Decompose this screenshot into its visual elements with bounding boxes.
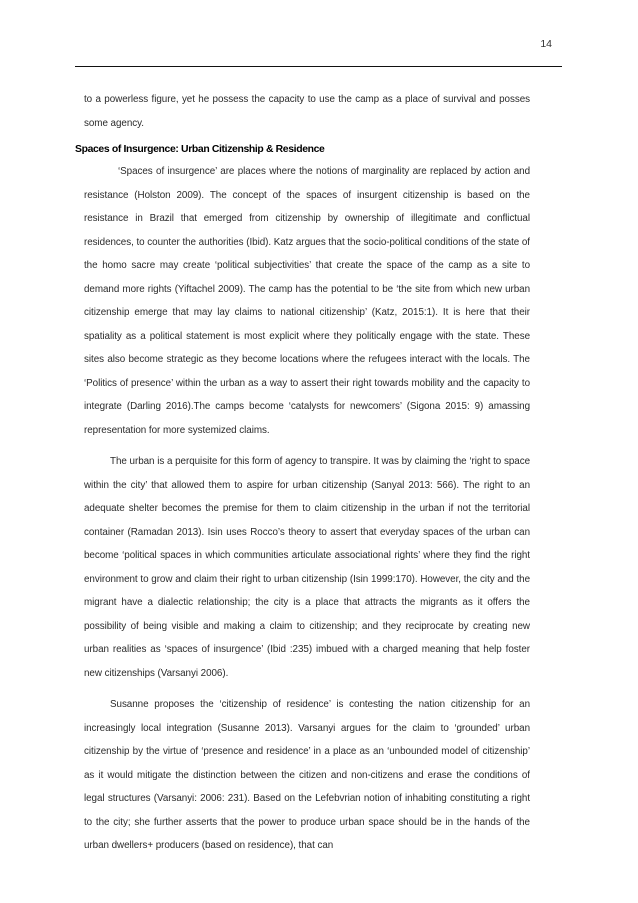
document-body [75, 88, 530, 858]
page-number: 14 [540, 38, 552, 50]
header-divider [75, 66, 562, 67]
intro-paragraph: to a powerless figure, yet he possess the capacity to use the camp as a place of survival and posses some agency. [84, 94, 530, 129]
body-paragraph-3: Susanne proposes the ‘citizenship of residence’ is contesting the nation citizenship for an increasingly local integration (Susanne 2013). Varsanyi argues for the claim to ‘grounded’ urban citizenship by the virtue of ‘presence and residence’ in a place as an ‘unbounded model of citizenship’ as it would mitigate the distinction between the citizen and non-citizens and erase the conditions of legal structures (Varsanyi: 2006: 231). Based on the Lefebvrian notion of inhabiting constituting a right to the city; she further asserts that the power to produce urban space should be in the hands of the urban dwellers+ producers (based on residence), that can [84, 699, 530, 851]
body-paragraph-1: ‘Spaces of insurgence’ are places where the notions of marginality are replaced by action and resistance (Holston 2009). The concept of the spaces of insurgent citizenship is based on the resistance in Brazil that emerged from citizenship by ownership of illegitimate and conflictual residences, to counter the authorities (Ibid). Katz argues that the socio-political conditions of the state of the homo sacre may create ‘political subjectivities’ that create the space of the camp as a site to demand more rights (Yiftachel 2009). The camp has the potential to be ‘the site from which new urban citizenship emerge that may lay claims to national citizenship’ (Katz, 2015:1). It is here that their spatiality as a political statement is most explicit where they politically engage with the state. These sites also become strategic as they become locations where the refugees interact with the locals. The ‘Politics of presence’ within the urban as a way to assert their right towards mobility and the capacity to integrate (Darling 2016).The camps become ‘catalysts for newcomers’ (Sigona 2015: 9) amassing representation for more systemized claims. [84, 166, 530, 436]
body-paragraph-2: The urban is a perquisite for this form of agency to transpire. It was by claiming the ‘right to space within the city’ that allowed them to aspire for urban citizenship (Sanyal 2013: 566). The right to an adequate shelter becomes the premise for them to claim citizenship in the urban if not the territorial container (Ramadan 2013). Isin uses Rocco’s theory to assert that everyday spaces of the urban can become ‘political spaces in which communities articulate associational rights’ where they find the right environment to grow and claim their right to urban citizenship (Isin 1999:170). However, the city and the migrant have a dialectic relationship; the city is a place that attracts the migrants as it offers the possibility of being visible and making a claim to citizenship; and they reciprocate by creating new urban realities as ‘spaces of insurgence’ (Ibid :235) imbued with a charged meaning that help foster new citizenships (Varsanyi 2006). [84, 456, 530, 679]
section-heading: Spaces of Insurgence: Urban Citizenship & Residence [75, 144, 325, 155]
